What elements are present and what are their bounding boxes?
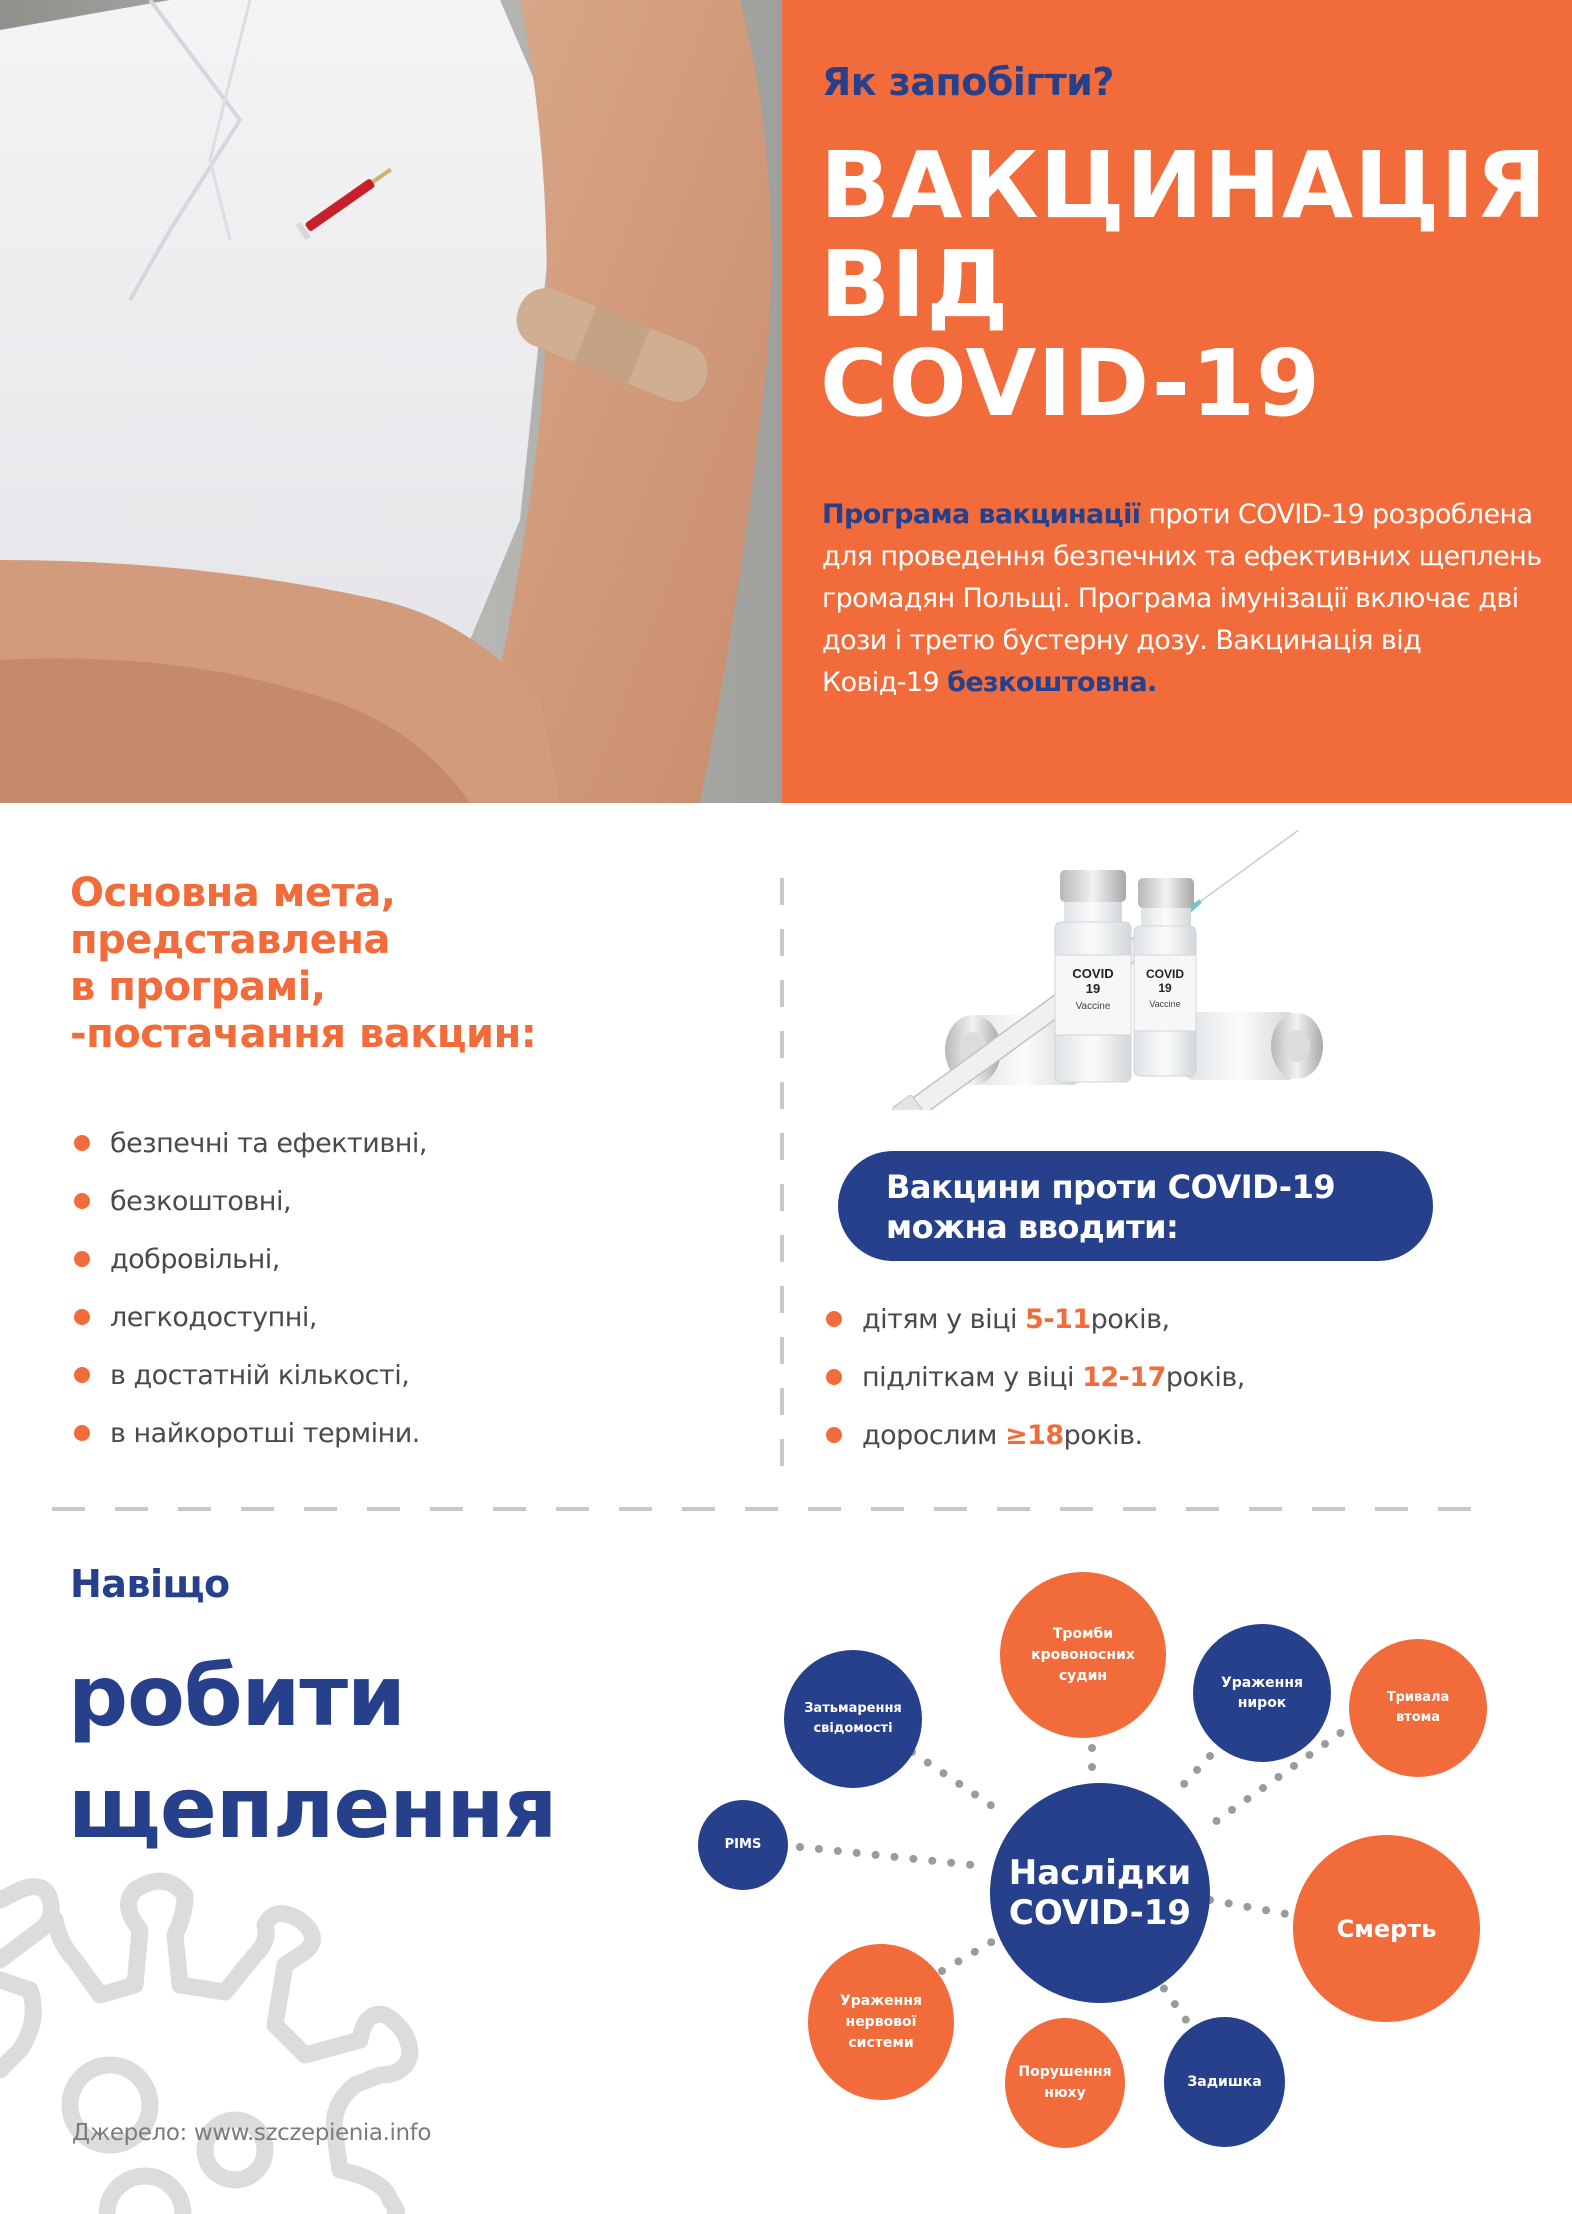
eligibility-banner [838, 1151, 1433, 1261]
bubble-smell-disorder [1005, 2018, 1125, 2148]
bubble-label: Задишка [1187, 2074, 1262, 2090]
list-item [826, 1290, 1245, 1348]
goals-heading-line: представлена [70, 917, 390, 963]
list-item-text: добровільні, [110, 1243, 280, 1275]
bubble-label: Тривала [1386, 1690, 1450, 1705]
vial-label: 19 [1158, 981, 1172, 995]
vaccinated-arm-illustration [0, 0, 782, 803]
hero-description-lead: Програма вакцинації [822, 499, 1141, 530]
bubble-label: судин [1058, 1667, 1108, 1684]
hero-kicker: Як запобігти? [822, 60, 1114, 104]
list-item-text: в найкоротші терміни. [110, 1417, 420, 1449]
vial-label: COVID [1145, 967, 1185, 981]
horizontal-divider [52, 1507, 1498, 1511]
vaccine-vials-syringe-image [850, 830, 1350, 1110]
bullet-dot-icon [74, 1251, 90, 1267]
bullet-dot-icon [74, 1135, 90, 1151]
bubble-label: втома [1395, 1710, 1441, 1725]
goals-heading [70, 870, 536, 1058]
hero-photo [0, 0, 782, 803]
bubble-label: Ураження [1220, 1675, 1304, 1691]
bubble-label: системи [848, 2034, 914, 2051]
bullet-dot-icon [74, 1193, 90, 1209]
bubble-label: Наслідки [1008, 1853, 1192, 1893]
bubble-dyspnea [1164, 2017, 1285, 2147]
bullet-dot-icon [74, 1367, 90, 1383]
bubble-label: Тромби [1052, 1625, 1114, 1642]
bubble-clouded-consciousness [784, 1650, 922, 1788]
bubble-label: PIMS [724, 1837, 762, 1852]
bullet-dot-icon [74, 1309, 90, 1325]
why-heading-large [68, 1640, 556, 1864]
why-heading-line: щеплення [68, 1759, 557, 1857]
bubble-pims [698, 1800, 788, 1890]
eligibility-banner-line: можна вводити: [886, 1208, 1179, 1246]
age-range: ≥18 [1004, 1419, 1064, 1451]
hero-title-line: COVID-19 [820, 330, 1321, 437]
virus-outline-icon [0, 1860, 500, 2214]
list-item [74, 1288, 427, 1346]
list-item-text: безкоштовні, [110, 1185, 292, 1217]
list-item-text: дітям у віці [862, 1303, 1017, 1335]
bubble-label: нюху [1044, 2085, 1086, 2101]
list-item-text: легкодоступні, [110, 1301, 318, 1333]
bubble-label: кровоносних [1031, 1646, 1135, 1663]
hero-title-line: ВІД [820, 231, 1010, 338]
list-item [826, 1348, 1245, 1406]
list-item-text: в достатній кількості, [110, 1359, 410, 1391]
bullet-dot-icon [74, 1425, 90, 1441]
hero-title-line: ВАКЦИНАЦІЯ [820, 132, 1548, 239]
hero-title [820, 132, 1548, 437]
list-item [74, 1404, 427, 1462]
bubble-label: нервової [845, 2013, 917, 2030]
vial-label: Vaccine [1149, 999, 1181, 1009]
bubble-thrombi [1000, 1572, 1166, 1738]
vial-label: Vaccine [1075, 1001, 1111, 1012]
why-heading-line: робити [68, 1647, 405, 1745]
list-item-text: років. [1063, 1419, 1143, 1451]
bubble-label: Ураження [839, 1992, 923, 2009]
list-item-text: років, [1165, 1361, 1245, 1393]
bubble-label: Смерть [1336, 1914, 1437, 1943]
list-item-text: безпечні та ефективні, [110, 1127, 427, 1159]
bubble-label: COVID-19 [1008, 1893, 1192, 1933]
goals-heading-line: -постачання вакцин: [70, 1011, 537, 1057]
consequences-center-bubble [990, 1783, 1210, 2003]
goals-heading-line: Основна мета, [70, 870, 396, 916]
bubble-kidney-damage [1193, 1624, 1331, 1762]
vial-label: 19 [1085, 981, 1101, 996]
bubble-nervous-system-damage [808, 1944, 954, 2100]
source-credit: Джерело: www.szczepienia.info [72, 2120, 432, 2146]
list-item [74, 1172, 427, 1230]
list-item [826, 1406, 1245, 1464]
eligibility-list [826, 1290, 1245, 1464]
bubble-long-fatigue [1349, 1639, 1487, 1777]
why-heading-small: Навіщо [70, 1562, 230, 1606]
age-range: 5-11 [1025, 1303, 1091, 1335]
goals-list [74, 1114, 427, 1462]
bubble-label: Затьмарення [804, 1701, 902, 1716]
list-item-text: підліткам у віці [862, 1361, 1074, 1393]
list-item [74, 1114, 427, 1172]
goals-heading-line: в програмі, [70, 964, 326, 1010]
vertical-divider [780, 878, 784, 1468]
hero-description [822, 494, 1542, 704]
hero-description-free: безкоштовна. [947, 667, 1157, 698]
age-range: 12-17 [1082, 1361, 1166, 1393]
bullet-dot-icon [826, 1311, 842, 1327]
bubble-label: нирок [1237, 1695, 1287, 1711]
list-item-text: років, [1090, 1303, 1170, 1335]
list-item [74, 1346, 427, 1404]
bullet-dot-icon [826, 1369, 842, 1385]
vial-label: COVID [1072, 966, 1114, 981]
list-item [74, 1230, 427, 1288]
eligibility-banner-line: Вакцини проти COVID-19 [886, 1168, 1336, 1206]
list-item-text: дорослим [862, 1419, 997, 1451]
bullet-dot-icon [826, 1427, 842, 1443]
bubble-death [1293, 1835, 1480, 2022]
bubble-label: свідомості [813, 1721, 893, 1736]
bubble-label: Порушення [1018, 2064, 1112, 2080]
hero-description-text: проти COVID-19 розроблена для проведення безпечних та ефективних щеплень громадян Польщі. Програма імунізації включає дві дози і третю бустерну дозу. Вакцинація від Ковід-19 [822, 499, 1542, 698]
